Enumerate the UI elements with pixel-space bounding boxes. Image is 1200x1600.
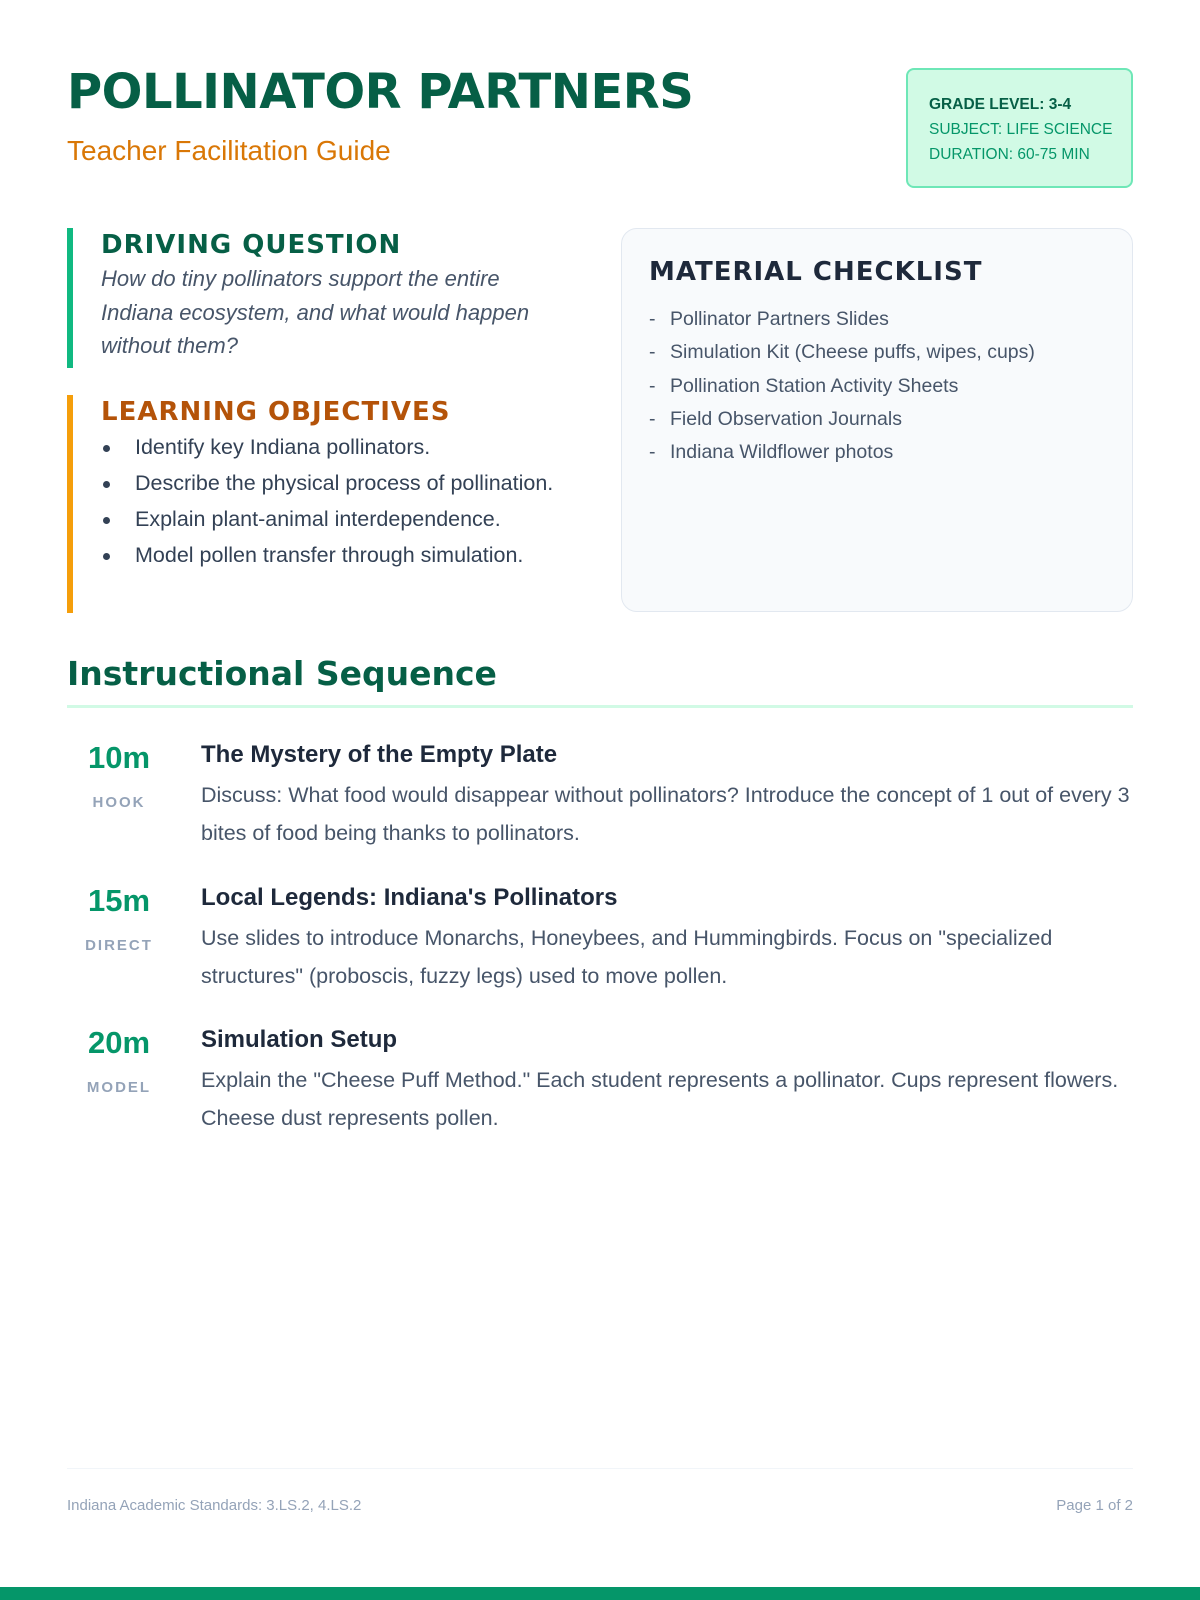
bullet-icon (103, 517, 110, 524)
step-title: Simulation Setup (201, 1026, 398, 1053)
guide-page (67, 0, 1133, 1600)
step-tag: HOOK (92, 794, 146, 811)
driving-question-section (67, 228, 587, 368)
objective-text: Model pollen transfer through simulation. (135, 543, 524, 567)
dash-marker: - (649, 308, 656, 330)
materials-list (649, 303, 1105, 469)
step-title: Local Legends: Indiana's Pollinators (201, 884, 618, 911)
step-description: Explain the "Cheese Puff Method." Each student represents a pollinator. Cups represent flowers. Cheese dust represents pollen. (201, 1068, 1119, 1130)
duration: DURATION: 60-75 MIN (929, 146, 1090, 163)
material-text: Pollination Station Activity Sheets (670, 374, 959, 397)
page-number: Page 1 of 2 (1056, 1497, 1133, 1514)
step-tag: DIRECT (85, 937, 153, 954)
driving-question-heading: DRIVING QUESTION (101, 230, 402, 260)
page-subtitle: Teacher Facilitation Guide (67, 135, 391, 166)
list-item (649, 436, 1105, 469)
list-item (101, 431, 581, 464)
dash-marker: - (649, 407, 656, 430)
bullet-icon (103, 445, 110, 452)
objective-text: Describe the physical process of pollination. (135, 471, 554, 495)
material-text: Pollinator Partners Slides (670, 308, 889, 330)
driving-question-text: How do tiny pollinators support the entire Indiana ecosystem, and what would happen without them? (101, 266, 530, 358)
step-time: 20m (87, 1025, 151, 1060)
lesson-meta-box (906, 68, 1133, 188)
step-tag: MODEL (86, 1079, 152, 1096)
step-description: Discuss: What food would disappear without pollinators? Introduce the concept of 1 out of every 3 bites of food being thanks to pollinators. (201, 783, 1130, 845)
list-item (649, 303, 1105, 336)
step-description: Use slides to introduce Monarchs, Honeybees, and Hummingbirds. Focus on "specialized structures" (proboscis, fuzzy legs) used to move pollen. (201, 926, 1053, 988)
step-title: The Mystery of the Empty Plate (201, 741, 558, 768)
list-item (101, 467, 581, 500)
bullet-icon (103, 481, 110, 488)
step-time: 15m (87, 883, 151, 918)
instructional-sequence-heading: Instructional Sequence (67, 654, 497, 693)
dash-marker: - (649, 374, 656, 397)
bottom-accent-bar (0, 1587, 1200, 1600)
objective-text: Identify key Indiana pollinators. (135, 435, 431, 459)
subject: SUBJECT: LIFE SCIENCE (929, 121, 1113, 138)
list-item (649, 336, 1105, 369)
grade-level: GRADE LEVEL: 3-4 (929, 96, 1072, 113)
learning-objectives-heading: LEARNING OBJECTIVES (101, 397, 451, 427)
material-text: Indiana Wildflower photos (670, 441, 894, 464)
list-item (101, 539, 581, 572)
material-text: Simulation Kit (Cheese puffs, wipes, cups) (670, 341, 1035, 364)
material-text: Field Observation Journals (670, 407, 902, 430)
material-checklist-heading: MATERIAL CHECKLIST (649, 257, 983, 287)
learning-objectives-section (67, 395, 587, 613)
material-checklist-card (621, 228, 1133, 612)
footer-divider (67, 1468, 1133, 1469)
objective-text: Explain plant-animal interdependence. (135, 507, 501, 531)
standards-footnote: Indiana Academic Standards: 3.LS.2, 4.LS.2 (67, 1497, 362, 1514)
list-item (649, 403, 1105, 436)
step-time: 10m (87, 740, 151, 775)
dash-marker: - (649, 441, 656, 464)
bullet-icon (103, 553, 110, 560)
page-title: POLLINATOR PARTNERS (67, 64, 694, 120)
dash-marker: - (649, 341, 656, 364)
list-item (649, 370, 1105, 403)
objectives-list (101, 431, 581, 572)
section-divider (67, 705, 1133, 708)
list-item (101, 503, 581, 536)
